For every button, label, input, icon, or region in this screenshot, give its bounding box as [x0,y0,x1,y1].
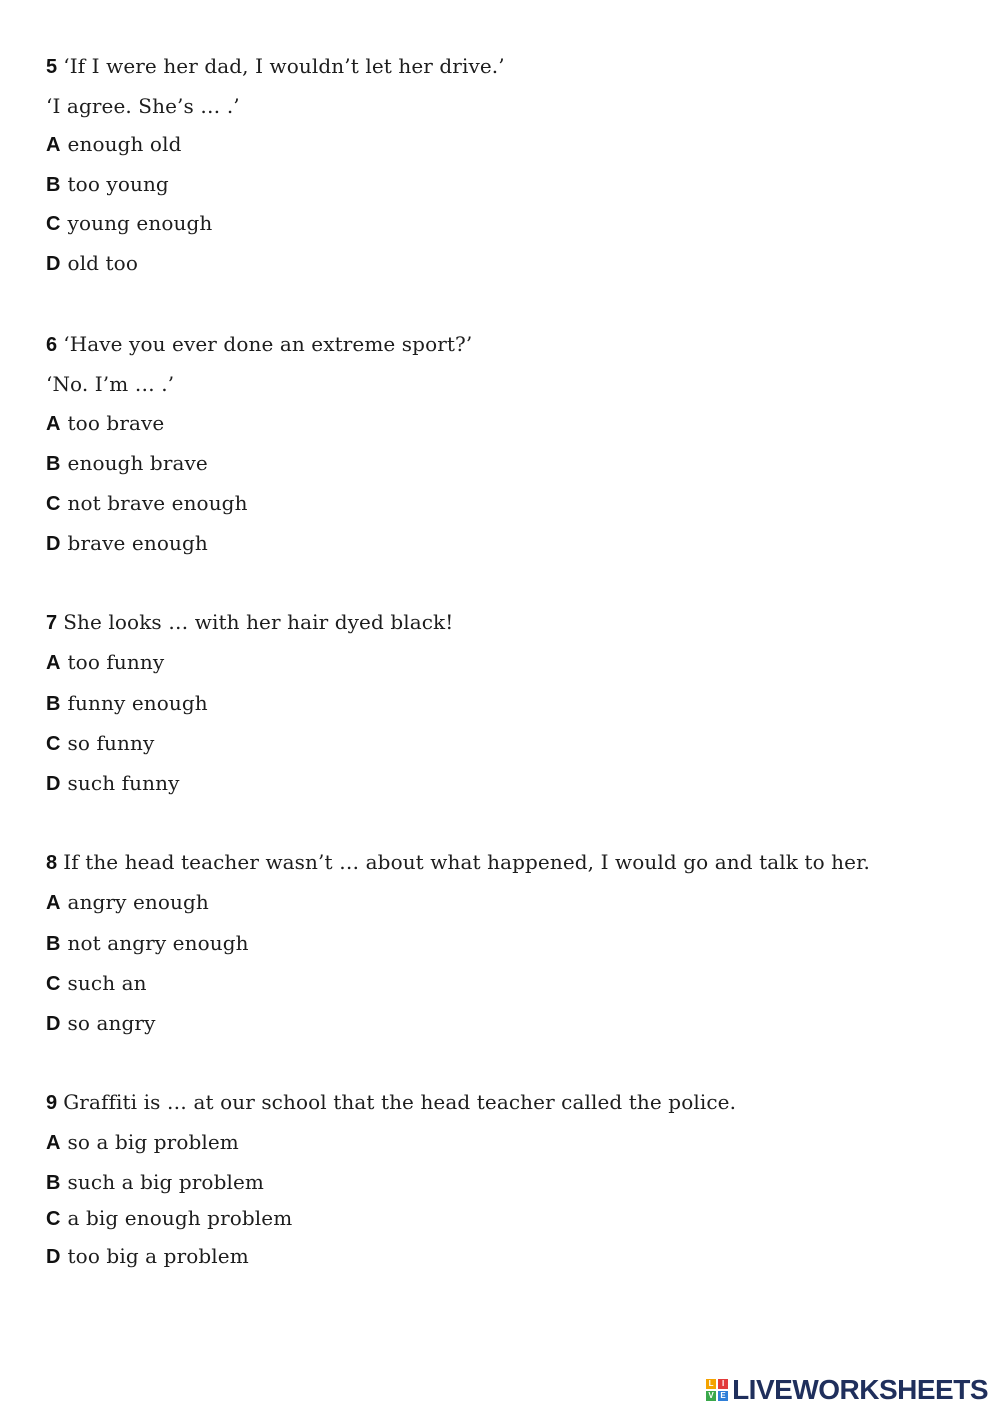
question-5-option-d[interactable] [46,251,138,276]
option-letter: C [46,733,61,755]
option-text: so a big problem [67,1130,239,1154]
question-number: 8 [46,852,58,874]
option-letter: B [46,933,61,955]
logo-tiles-icon [706,1379,728,1401]
option-text: a big enough problem [67,1206,293,1230]
question-6-option-b[interactable] [46,451,208,476]
option-text: young enough [67,211,213,235]
logo-tile: V [706,1391,716,1401]
option-letter: D [46,1246,61,1268]
question-text: ‘No. I’m … .’ [46,372,175,396]
option-text: so funny [67,731,155,755]
option-letter: D [46,253,61,275]
option-letter: D [46,533,61,555]
question-number: 6 [46,334,58,356]
option-letter: D [46,1013,61,1035]
option-letter: B [46,174,61,196]
option-text: too brave [67,411,165,435]
question-7-prompt [46,610,453,635]
question-text: ‘I agree. She’s … .’ [46,94,240,118]
logo-text: LIVEWORKSHEETS [732,1374,988,1405]
question-8-option-b[interactable] [46,931,249,956]
question-number: 7 [46,612,58,634]
question-text: She looks … with her hair dyed black! [63,610,454,634]
option-text: too young [67,172,169,196]
option-text: old too [67,251,138,275]
option-letter: C [46,973,61,995]
question-number: 5 [46,56,58,78]
option-text: such an [67,971,147,995]
question-text: ‘Have you ever done an extreme sport?’ [63,332,473,356]
option-letter: A [46,652,61,674]
option-text: such a big problem [67,1170,264,1194]
option-text: not angry enough [67,931,249,955]
question-6-prompt-reply [46,372,174,396]
option-letter: C [46,1208,61,1230]
option-letter: C [46,213,61,235]
question-8-prompt [46,850,870,875]
question-6-option-a[interactable] [46,411,164,436]
logo-tile: L [706,1379,716,1389]
option-letter: B [46,693,61,715]
option-text: enough old [67,132,182,156]
question-9-prompt [46,1090,736,1115]
option-letter: A [46,134,61,156]
option-letter: B [46,453,61,475]
question-9-option-c[interactable] [46,1206,292,1231]
option-letter: A [46,892,61,914]
question-6-option-d[interactable] [46,531,208,556]
question-5-option-a[interactable] [46,132,181,157]
question-7-option-a[interactable] [46,650,164,675]
option-text: too big a problem [67,1244,249,1268]
question-5-option-c[interactable] [46,211,212,236]
option-text: such funny [67,771,180,795]
question-number: 9 [46,1092,58,1114]
question-text: If the head teacher wasn’t … about what happened, I would go and talk to her. [63,850,871,874]
question-9-option-a[interactable] [46,1130,239,1155]
option-text: too funny [67,650,165,674]
question-8-option-a[interactable] [46,890,209,915]
liveworksheets-logo [706,1373,988,1407]
option-text: funny enough [67,691,208,715]
option-text: brave enough [67,531,208,555]
question-8-option-c[interactable] [46,971,147,996]
question-9-option-d[interactable] [46,1244,249,1269]
option-text: angry enough [67,890,209,914]
option-text: not brave enough [67,491,248,515]
question-8-option-d[interactable] [46,1011,155,1036]
question-5-prompt [46,54,505,79]
question-7-option-b[interactable] [46,691,208,716]
option-text: so angry [67,1011,156,1035]
logo-tile: I [718,1379,728,1389]
question-6-prompt [46,332,472,357]
option-letter: D [46,773,61,795]
option-letter: C [46,493,61,515]
question-7-option-d[interactable] [46,771,179,796]
question-9-option-b[interactable] [46,1170,264,1195]
option-text: enough brave [67,451,208,475]
question-text: Graffiti is … at our school that the head teacher called the police. [63,1090,737,1114]
option-letter: A [46,413,61,435]
question-5-option-b[interactable] [46,172,169,197]
option-letter: A [46,1132,61,1154]
logo-tile: E [718,1391,728,1401]
option-letter: B [46,1172,61,1194]
question-5-prompt-reply [46,94,240,118]
question-text: ‘If I were her dad, I wouldn’t let her drive.’ [63,54,505,78]
question-7-option-c[interactable] [46,731,154,756]
question-6-option-c[interactable] [46,491,248,516]
